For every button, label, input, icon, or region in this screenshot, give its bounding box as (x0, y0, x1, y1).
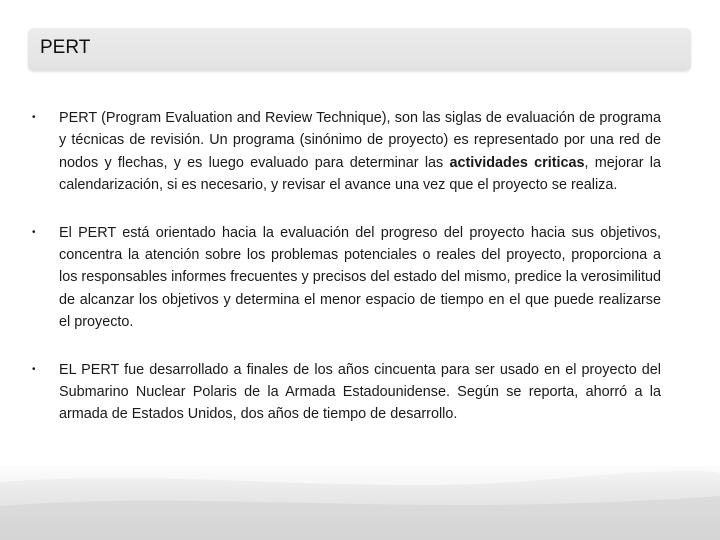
bullet-text-after: , mejorar la calendarización, si es necesario, y revisar el avance una vez que el proyecto se realiza. (59, 154, 661, 194)
bullet-marker: • (32, 112, 36, 123)
bullet-marker: • (32, 363, 36, 375)
title-bar (28, 28, 691, 71)
slide-title: PERT (40, 37, 91, 58)
bullet-text-bold: actividades criticas (449, 154, 585, 171)
footer-wave-shape (0, 466, 720, 540)
bullet-marker: • (32, 226, 36, 238)
bullet-item-pert-orientation (32, 222, 661, 334)
footer-decoration (0, 466, 720, 540)
bullet-text: El PERT está orientado hacia la evaluación del progreso del proyecto hacia sus objetivos, concentra la atención sobre los problemas potenciales o reales del proyecto, proporciona a los responsables informes frecuentes y precisos del estado del mismo, predice la verosimilitud de alcanzar los objetivos y determina el menor espacio de tiempo en el que puede realizarse el proyecto. (59, 224, 661, 331)
bullet-item-pert-definition (32, 107, 661, 197)
bullet-text-before: PERT (Program Evaluation and Review Technique), son las siglas de evaluación de programa y técnicas de revisión. Un programa (sinónimo de proyecto) es representado por una red de nodos y flechas, y es luego evaluado para determinar las (59, 110, 661, 171)
bullet-item-pert-history (32, 359, 661, 426)
bullet-list (0, 107, 720, 426)
bullet-text: EL PERT fue desarrollado a finales de los años cincuenta para ser usado en el proyecto del Submarino Nuclear Polaris de la Armada Estadounidense. Según se reporta, ahorró a la armada de Estados Unidos, dos años de tiempo de desarrollo. (59, 361, 661, 423)
